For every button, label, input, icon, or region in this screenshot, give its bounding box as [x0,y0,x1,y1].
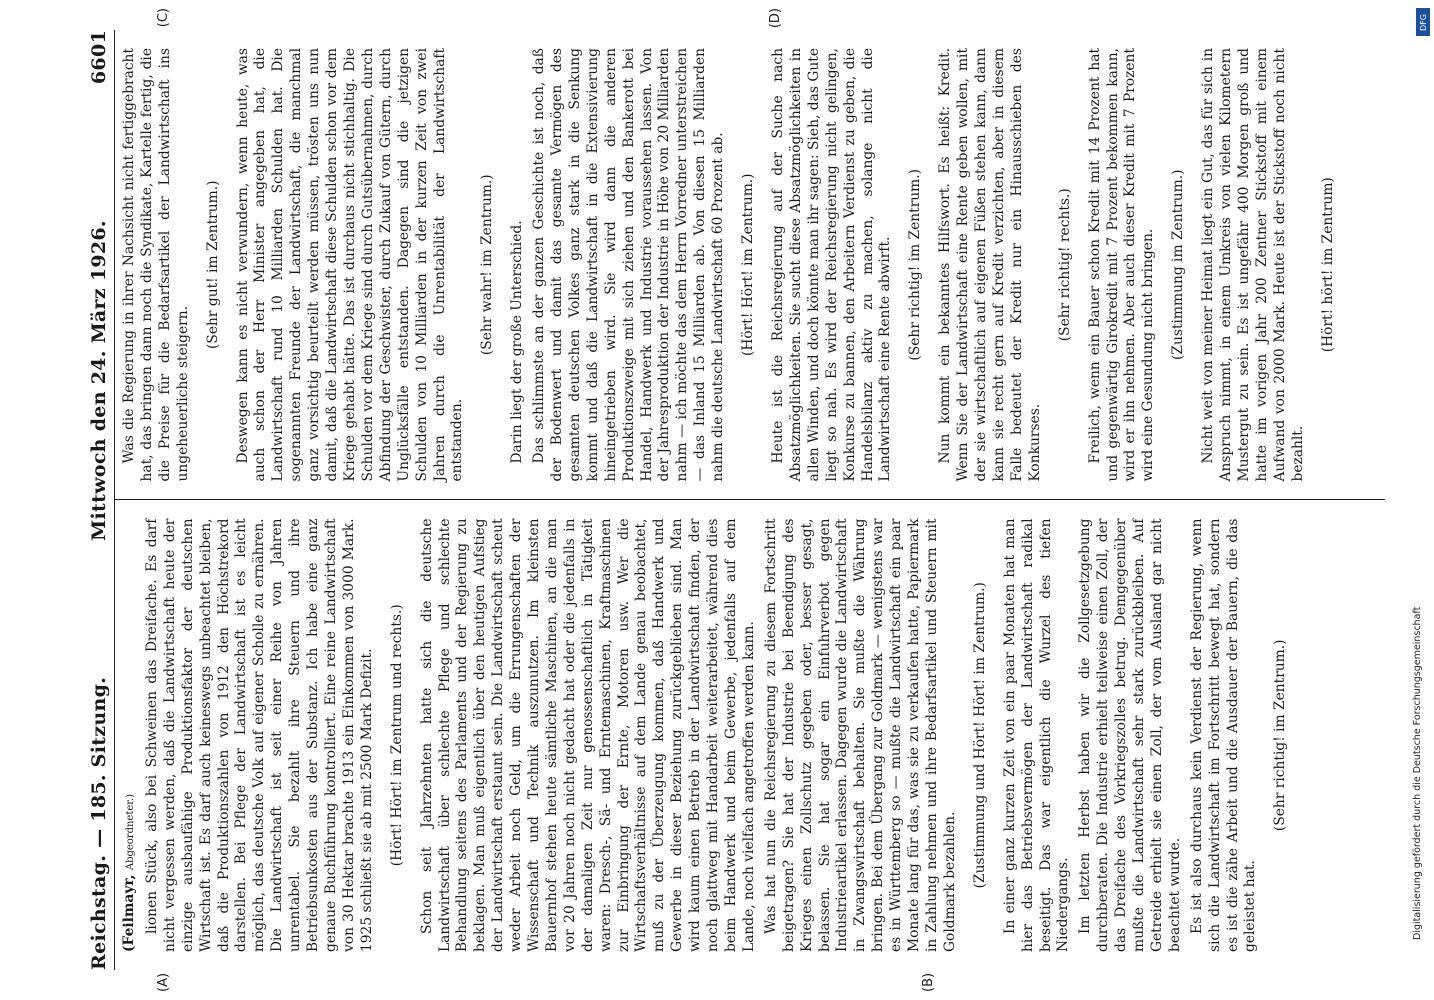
interjection: (Hört! Hört! im Zentrum.) [740,173,757,357]
margin-marker-c: (C) [156,8,171,28]
interjection: (Zustimmung und Hört! Hört! im Zentrum.) [971,582,988,889]
dfg-logo: DFG [1416,8,1430,36]
paragraph: Darin liegt der große Unterschied. [509,220,526,464]
interjection: (Zustimmung im Zentrum.) [1170,169,1187,360]
paragraph: In einer ganz kurzen Zeit von ein paar Monaten hat man hier das Betriebsvermögen der Landwirtschaft radikal beseitigt. Das war eigentlich die Wurzel des tiefen Niedergangs. [1001,518,1072,952]
header-left: Reichstag. — 185. Sitzung. [88,676,110,970]
paragraph: Was die Regierung in ihrer Nachsicht nicht fertiggebracht hat, das bringen dann noch die Syndikate, Kartelle fertig, die die Preise für die Bedarfsartikel der Landwirtschaft ins ungeheuerliche steigern. [121,48,191,482]
digitization-note: Digitalisierung gefördert durch die Deutsche Forschungsgemeinschaft [1412,606,1423,940]
paragraph: Nun kommt ein bekanntes Hilfswort. Es heißt: Kredit. Wenn Sie der Landwirtschaft eine Rente geben wollen, mit der sie wirtschaftlich auf eigenen Füßen stehen kann, dann kann sie recht gern auf Kredit verzichten, aber in diesem Falle bedeutet der Kredit nur ein Hinausschieben des Konkurses. [937,48,1043,482]
paragraph: Das schlimmste an der ganzen Geschichte ist noch, daß der Bodenwert und damit das gesamte Vermögen des gesamten deutschen Volkes ganz stark in die Senkung kommt und daß die Landwirtschaft in die Extensivierung hineingetrieben wird. Sie wird dann die anderen Produktionszweige mit sich ziehen und den Bankerott bei Handel, Handwerk und Industrie voraussehen lassen. Von der Jahresproduktion der Industrie in Höhe von 20 Milliarden nahm — ich möchte das dem Herrn Vorredner unterstreichen — das Inland 15 Milliarden ab. Von diesen 15 Milliarden nahm die deutsche Landwirtschaft 60 Prozent ab. [531,48,727,482]
speaker-role: Abgeordneter.) [125,793,136,871]
interjection: (Sehr richtig! im Zentrum.) [907,168,924,361]
paragraph: Heute ist die Reichsregierung auf der Suche nach Absatzmöglichkeiten. Sie sucht diese Absatzmöglichkeiten in allen Winden, und doch könnte man ihr sagen: Sieh, das Gute liegt so nah. Es wird der Reichsregierung nicht gelingen, Konkurse zu bannen, den Arbeitern Verdienst zu geben, die Handelsbilanz aktiv zu machen, solange nicht die Landwirtschaft eine Rente abwirft. [770,48,894,482]
paragraph: lionen Stück, also bei Schweinen das Dreifache. Es darf nicht vergessen werden, daß die Landwirtschaft heute der einzige ausbaufähige Produktionsfaktor der deutschen Wirtschaft ist. Es darf auch keineswegs unbeachtet bleiben, daß die Produktionszahlen von 1912 den Höchstrekord darstellen. Bei Pflege der Landwirtschaft ist es leicht möglich, das deutsche Volk auf eigener Scholle zu ernähren. Die Landwirtschaft ist seit einer Reihe von Jahren unrentabel. Sie bezahlt ihre Steuern und ihre Betriebsunkosten aus der Substanz. Ich habe eine ganz genaue Buchführung kontrolliert. Eine reine Landwirtschaft von 30 Hektar brachte 1913 ein Einkommen von 3000 Mark. 1925 schließt sie ab mit 2500 Mark Defizit. [143,518,375,952]
speaker-name: (Feilmayr, [121,874,137,952]
margin-marker-d: (D) [768,8,783,29]
interjection: (Sehr richtig! rechts.) [1056,188,1073,342]
speaker-line [121,519,140,953]
paragraph: Nicht weit von meiner Heimat liegt ein Gut, das für sich in Anspruch nimmt, in einem Umkreis von vielen Kilometern Mustergut zu sein. Es ist ungefähr 400 Morgen groß und hatte im vorigen Jahr 200 Zentner Stickstoff mit einem Aufwand von 2000 Mark. Heute ist der Stickstoff noch nicht bezahlt. [1200,48,1306,482]
header-center: Mittwoch den 24. März 1926. [88,220,110,541]
page-number: 6601 [88,30,110,85]
paragraph: Was hat nun die Reichsregierung zu diesem Fortschritt beigetragen? Sie hat der Industrie bei Beendigung des Krieges einen Zollschutz gegeben oder, besser gesagt, belassen. Sie hat sogar ein Einfuhrverbot gegen Industrieartikel erlassen. Dagegen wurde die Landwirtschaft in Zwangswirtschaft behalten. Sie mußte die Währung bringen. Bei dem Übergang zur Goldmark — wenigstens war es in Württemberg so — mußte die Landwirtschaft ein paar Monate lang für das, was sie zu verkaufen hatte, Papiermark in Zahlung nehmen und ihre Bedarfsartikel und Steuern mit Goldmark bezahlen. [762,518,958,952]
page-header [84,30,115,970]
paragraph: Schon seit Jahrzehnten hatte sich die deutsche Landwirtschaft über schlechte Pflege und schlechte Behandlung seitens des Parlaments und der Regierung zu beklagen. Man muß eigentlich über den heutigen Aufstieg der Landwirtschaft erstaunt sein. Die Landwirtschaft scheut weder Arbeit noch Geld, um die Errungenschaften der Wissenschaft und Technik auszunutzen. Im kleinsten Bauernhof stehen heute sämtliche Maschinen, an die man vor 20 Jahren noch nicht gedacht hat oder die jedenfalls in der damaligen Zeit nur genossenschaftlich in Tätigkeit waren: Dresch-, Sä- und Erntemaschinen, Kraftmaschinen zur Einbringung der Ernte, Motoren usw. Wer die Wirtschaftsverhältnisse auf dem Lande genau beobachtet, muß zu der Überzeugung kommen, daß Handwerk und Gewerbe in dieser Beziehung zurückgeblieben sind. Man wird kaum einen Betrieb in der Landwirtschaft finden, der noch glattweg mit Handarbeit weiterarbeitet, während dies beim Handwerk und beim Gewerbe, jedenfalls auf dem Lande, noch vielfach angetroffen werden kann. [418,518,757,952]
paragraph: Es ist also durchaus kein Verdienst der Regierung, wenn sich die Landwirtschaft im Fortschritt bewegt hat, sondern es ist die zähe Arbeit und die Ausdauer der Bauern, die das geleistet hat. [1188,518,1259,952]
interjection: (Sehr wahr! im Zentrum.) [479,174,496,356]
column-left [115,501,1385,992]
column-right [115,8,1385,501]
margin-marker-b: (B) [921,972,936,992]
interjection: (Sehr gut! im Zentrum.) [204,180,221,349]
margin-marker-a: (A) [156,972,171,992]
interjection: (Hört! Hört! im Zentrum und rechts.) [388,604,405,867]
paragraph: Freilich, wenn ein Bauer schon Kredit mit 14 Prozent hat und gegenwärtig Girokredit mit 7 Prozent bekommen kann, wird er ihn nehmen. Aber auch dieser Kredit mit 7 Prozent wird eine Gesundung nicht bringen. [1086,48,1157,482]
rotated-page [76,0,1416,1000]
interjection: (Sehr richtig! im Zentrum.) [1272,639,1289,832]
interjection: (Hört! hört! im Zentrum) [1319,177,1336,353]
paragraph: Im letzten Herbst haben wir die Zollgesetzgebung durchberaten. Die Industrie erhielt teilweise einen Zoll, der das Dreifache des Vorkriegszolles betrug. Demgegenüber mußte die Landwirtschaft sehr stark zurückbleiben. Auf Getreide erhielt sie einen Zoll, der vom Ausland gar nicht beachtet wurde. [1077,518,1183,952]
paragraph: Deswegen kann es nicht verwundern, wenn heute, was auch schon der Herr Minister angegeben hat, die Landwirtschaft rund 10 Milliarden Schulden hat. Die sogenannten Freunde der Landwirtschaft, die manchmal ganz vorsichtig beurteilt werden müssen, trösten uns nun damit, daß die Landwirtschaft diese Schulden schon vor dem Kriege gehabt hätte. Das ist durchaus nicht stichhaltig. Die Schulden vor dem Kriege sind durch Gutsübernahmen, durch Abfindung der Geschwister, durch Zukauf von Gütern, durch Unglücksfälle entstanden. Dagegen sind die jetzigen Schulden von 10 Milliarden in der kurzen Zeit von zwei Jahren durch die Unrentabilität der Landwirtschaft entstanden. [234,48,466,482]
